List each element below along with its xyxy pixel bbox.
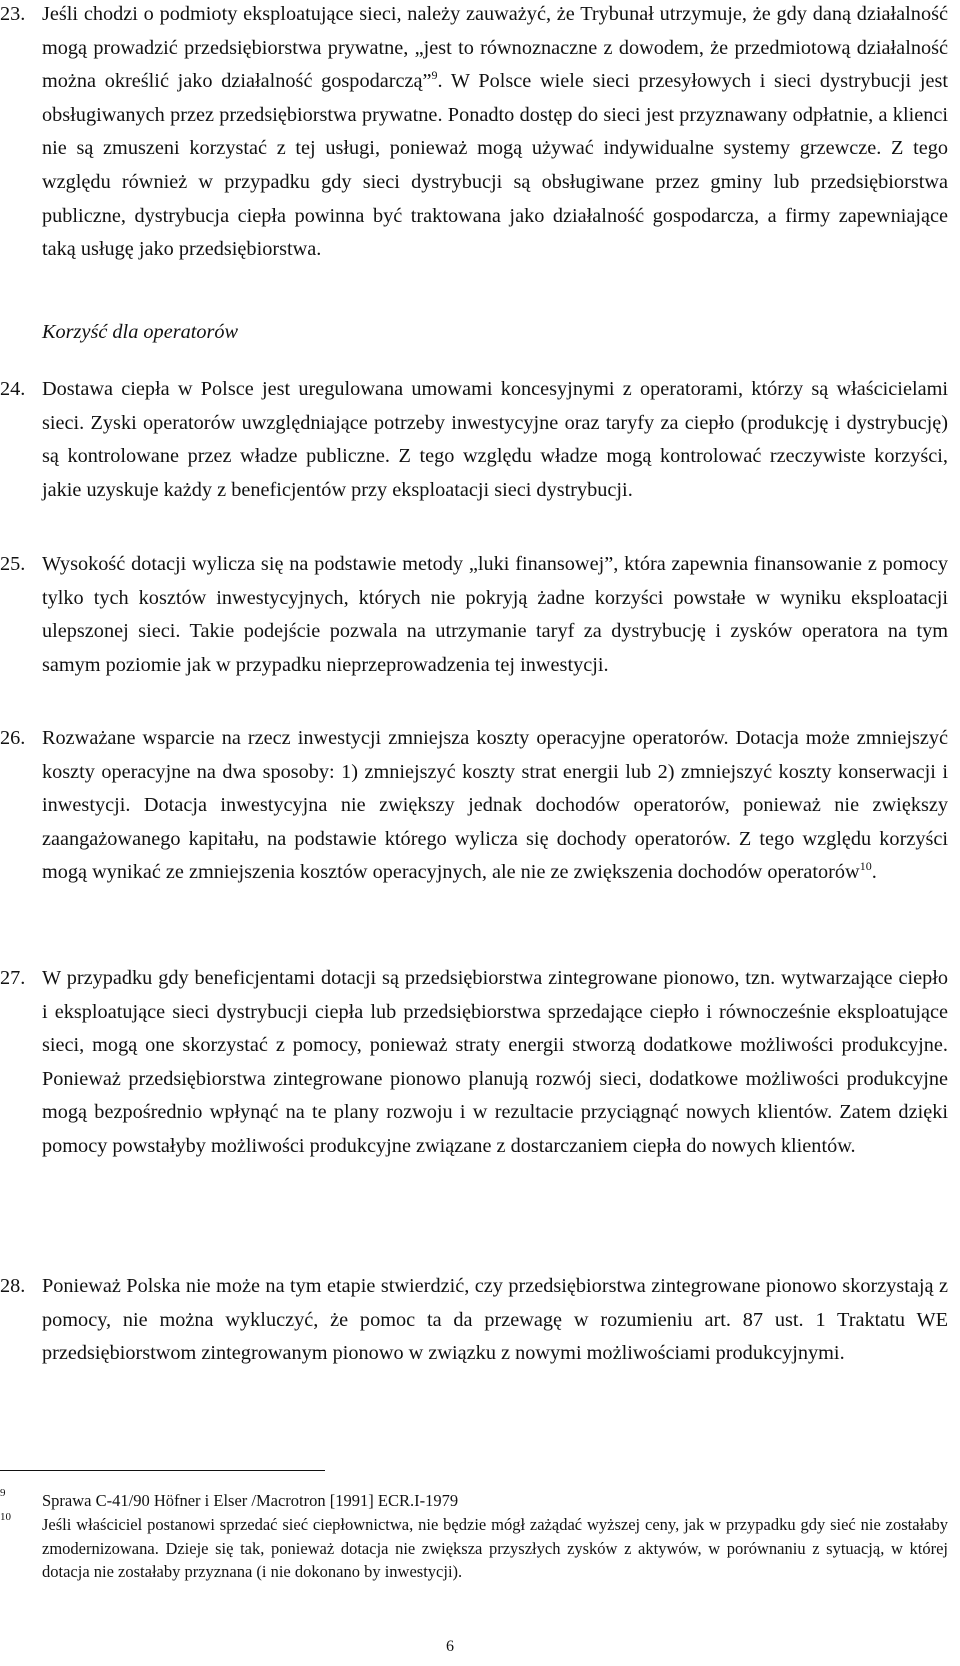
paragraph-text-part: . bbox=[871, 861, 877, 884]
paragraph-number: 23. bbox=[0, 3, 26, 25]
paragraph-number: 28. bbox=[0, 1275, 26, 1297]
paragraph-text: Wysokość dotacji wylicza się na podstawie metody „luki finansowej”, która zapewnia finansowanie z pomocy tylko tych kosztów inwestycyjnych, których nie pokryją żadne korzyści powstałe w wyniku eksploatacji ulepszonej sieci. Takie podejście pozwala na utrzymanie taryf za dystrybucję i zysków operatora na tym samym poziomie jak w przypadku nieprzeprowadzenia tej inwestycji. bbox=[42, 553, 948, 676]
paragraph-text bbox=[42, 0, 948, 267]
paragraph-27 bbox=[0, 962, 948, 1164]
footnote-reference: 10 bbox=[859, 859, 872, 874]
footnote-10 bbox=[0, 1513, 948, 1584]
page-number: 6 bbox=[446, 1638, 454, 1655]
paragraph-26 bbox=[0, 722, 948, 890]
paragraph-24 bbox=[0, 373, 948, 507]
paragraph-number: 24. bbox=[0, 378, 26, 400]
paragraph-text-part: Jeśli chodzi o podmioty eksploatujące sieci, należy zauważyć, że Trybunał utrzymuje, że gdy daną działalność mogą prowadzić przedsiębiorstwa prywatne, „jest to równoznaczne z dowodem, że przedmiotową działalność można określić jako działalność gospodarczą” bbox=[42, 3, 948, 93]
footnote-text: Sprawa C-41/90 Höfner i Elser /Macrotron [1991] ECR.I-1979 bbox=[42, 1491, 459, 1510]
paragraph-number: 26. bbox=[0, 727, 26, 749]
paragraph-text bbox=[42, 722, 948, 890]
footnote-number: 10 bbox=[0, 1511, 11, 1523]
footnote-number: 9 bbox=[0, 1487, 6, 1499]
paragraph-text: Dostawa ciepła w Polsce jest uregulowana umowami koncesyjnymi z operatorami, którzy są właścicielami sieci. Zyski operatorów uwzględniające potrzeby inwestycyjne oraz taryfy za ciepło (produkcję i dystrybucję) są kontrolowane przez władze publiczne. Z tego względu władze mogą kontrolować rzeczywiste korzyści, jakie uzyskuje każdy z beneficjentów przy eksploatacji sieci dystrybucji. bbox=[42, 378, 948, 501]
paragraph-number: 25. bbox=[0, 553, 26, 575]
paragraph-25 bbox=[0, 548, 948, 682]
footnote-reference: 9 bbox=[431, 68, 438, 83]
paragraph-text-part: . W Polsce wiele sieci przesyłowych i sieci dystrybucji jest obsługiwanych przez przedsiębiorstwa prywatne. Ponadto dostęp do sieci jest przyznawany odpłatnie, a klienci nie są zmuszeni korzystać z tej usługi, ponieważ mogą używać indywidualne systemy grzewcze. Z tego względu również w przypadku gdy sieci dystrybucji są obsługiwane przez gminy lub przedsiębiorstwa publiczne, dystrybucja ciepła powinna być traktowana jako działalność gospodarcza, a firmy zapewniające taką usługę jako przedsiębiorstwa. bbox=[42, 70, 949, 261]
footnote-text: Jeśli właściciel postanowi sprzedać sieć ciepłownictwa, nie będzie mógł zażądać wyższej ceny, jak w przypadku gdy sieć nie zostałaby zmodernizowana. Dzieje się tak, ponieważ dotacja nie zwiększa przyszłych zysków z aktywów, w porównaniu z sytuacją, w której dotacja nie zostałaby przyznana (i nie dokonano by inwestycji). bbox=[42, 1515, 948, 1582]
footnote-separator bbox=[0, 1470, 325, 1471]
paragraph-text: W przypadku gdy beneficjentami dotacji są przedsiębiorstwa zintegrowane pionowo, tzn. wytwarzające ciepło i eksploatujące sieci dystrybucji ciepła lub przedsiębiorstwa sprzedające ciepło i równocześnie eksploatujące sieci, mogą one skorzystać z pomocy, ponieważ straty energii stworzą dodatkowe możliwości produkcyjne. Ponieważ przedsiębiorstwa zintegrowane pionowo planują rozwój sieci, dodatkowe możliwości produkcyjne mogą bezpośrednio wpłynąć na te plany rozwoju i w rezultacie przyciągnąć nowych klientów. Zatem dzięki pomocy powstałyby możliwości produkcyjne związane z dostarczaniem ciepła do nowych klientów. bbox=[42, 967, 948, 1157]
paragraph-text-part: Rozważane wsparcie na rzecz inwestycji zmniejsza koszty operacyjne operatorów. Dotacja może zmniejszyć koszty operacyjne na dwa sposoby: 1) zmniejszyć koszty strat energii lub 2) zmniejszyć koszty konserwacji i inwestycji. Dotacja inwestycyjna nie zwiększy jednak dochodów operatorów, ponieważ nie zwiększy zaangażowanego kapitału, na podstawie którego wylicza się dochody operatorów. Z tego względu korzyści mogą wynikać ze zmniejszenia kosztów operacyjnych, ale nie ze zwiększenia dochodów operatorów bbox=[42, 727, 948, 884]
paragraph-23 bbox=[0, 0, 948, 267]
paragraph-28 bbox=[0, 1270, 948, 1371]
footnote-9 bbox=[0, 1489, 948, 1513]
paragraph-text: Ponieważ Polska nie może na tym etapie stwierdzić, czy przedsiębiorstwa zintegrowane pionowo skorzystają z pomocy, nie można wykluczyć, że pomoc ta da przewagę w rozumieniu art. 87 ust. 1 Traktatu WE przedsiębiorstwom zintegrowanym pionowo w związku z nowymi możliwościami produkcyjnymi. bbox=[42, 1275, 948, 1365]
section-heading: Korzyść dla operatorów bbox=[42, 321, 239, 343]
paragraph-number: 27. bbox=[0, 967, 26, 989]
